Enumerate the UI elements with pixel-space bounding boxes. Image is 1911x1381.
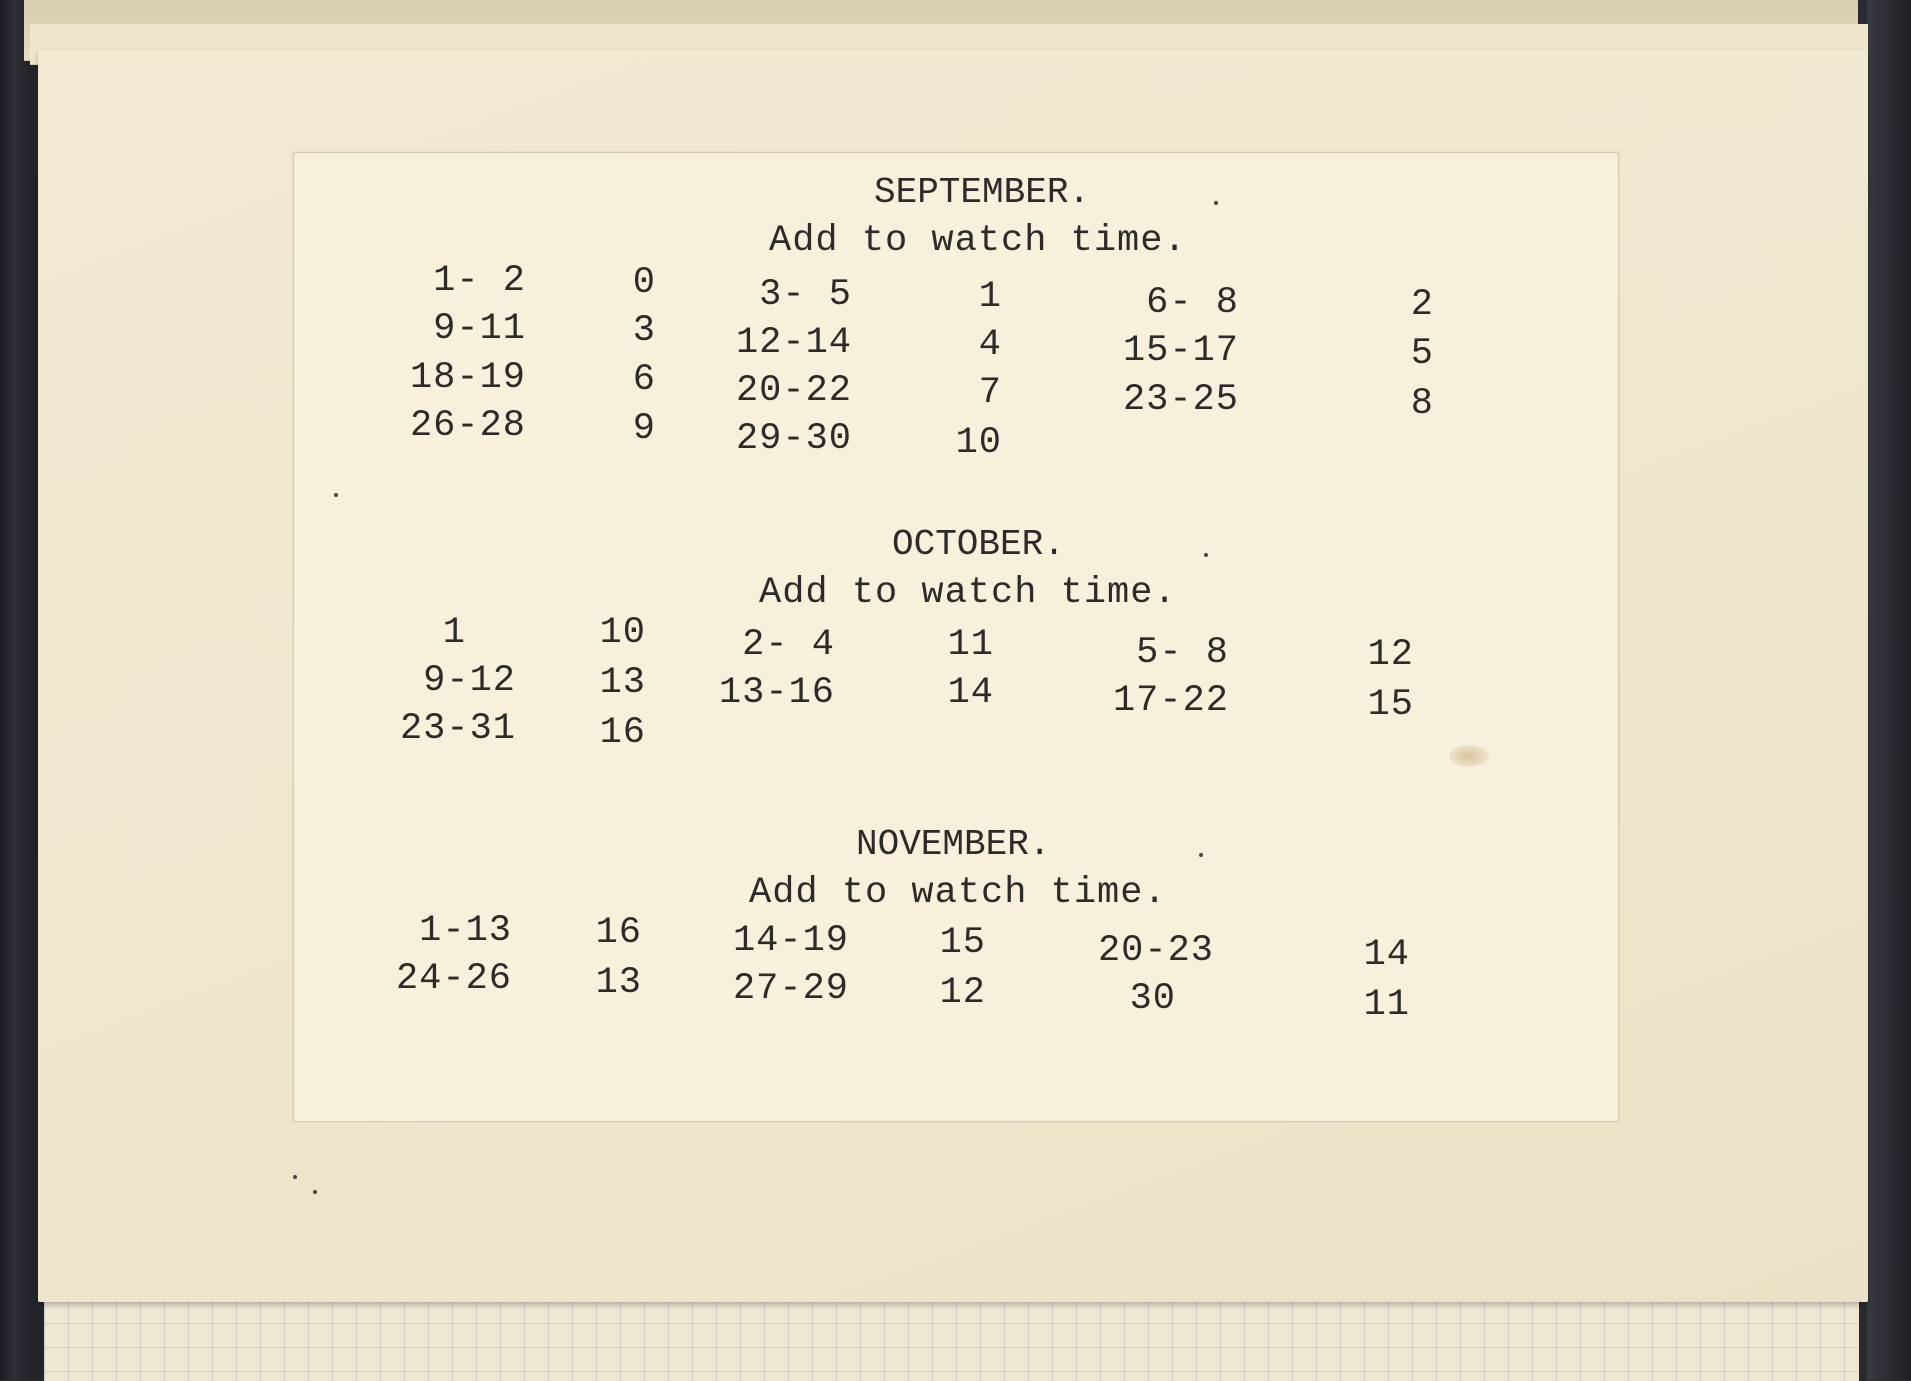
minutes-value: 14 [1363,934,1410,976]
ink-speck [313,1190,317,1194]
date-range: 2- 4 [742,624,835,666]
section-subtitle: Add to watch time. [759,572,1177,614]
date-range: 18-19 [409,357,526,399]
minutes-value: 6 [632,359,656,401]
minutes-value: 11 [1363,984,1410,1026]
minutes-value: 15 [1367,684,1414,726]
notebook-page [38,50,1868,1302]
ink-speck [334,493,338,497]
month-heading: NOVEMBER. [856,824,1051,865]
date-range: 1 [442,612,466,654]
section-subtitle: Add to watch time. [749,872,1167,914]
date-range: 3- 5 [759,274,852,316]
typed-sheet [293,152,1619,1122]
date-range: 5- 8 [1136,632,1229,674]
month-heading: SEPTEMBER. [874,172,1091,213]
date-range: 15-17 [1122,330,1239,372]
minutes-value: 4 [978,324,1002,366]
date-range: 1-13 [419,910,512,952]
ink-speck [1199,853,1203,857]
minutes-value: 12 [1367,634,1414,676]
date-range: 20-22 [735,370,852,412]
minutes-value: 8 [1410,383,1434,425]
cover-edge [1867,0,1911,1380]
date-range: 24-26 [395,958,512,1000]
minutes-value: 15 [939,922,986,964]
ink-speck [293,1175,297,1179]
date-range: 13-16 [718,672,835,714]
month-heading: OCTOBER. [892,524,1065,565]
minutes-value: 3 [632,310,656,352]
ink-speck [1214,201,1218,205]
minutes-value: 12 [939,972,986,1014]
minutes-value: 13 [599,662,646,704]
lined-page-below [44,1298,1859,1381]
minutes-value: 9 [632,408,656,450]
date-range: 30 [1129,978,1176,1020]
minutes-value: 14 [947,672,994,714]
date-range: 6- 8 [1146,282,1239,324]
minutes-value: 7 [978,372,1002,414]
minutes-value: 1 [978,276,1002,318]
ink-speck [1204,553,1208,557]
minutes-value: 10 [955,422,1002,464]
date-range: 27-29 [732,968,849,1010]
date-range: 1- 2 [433,260,526,302]
minutes-value: 16 [595,912,642,954]
minutes-value: 13 [595,962,642,1004]
paper-stain [1449,745,1489,767]
minutes-value: 16 [599,712,646,754]
date-range: 20-23 [1097,930,1214,972]
date-range: 12-14 [735,322,852,364]
minutes-value: 0 [632,262,656,304]
date-range: 23-31 [399,708,516,750]
date-range: 26-28 [409,405,526,447]
section-subtitle: Add to watch time. [769,220,1187,262]
date-range: 14-19 [732,920,849,962]
date-range: 23-25 [1122,379,1239,421]
date-range: 9-11 [433,308,526,350]
date-range: 9-12 [423,660,516,702]
minutes-value: 2 [1410,284,1434,326]
date-range: 29-30 [735,418,852,460]
minutes-value: 11 [947,624,994,666]
minutes-value: 5 [1410,333,1434,375]
date-range: 17-22 [1112,680,1229,722]
minutes-value: 10 [599,612,646,654]
